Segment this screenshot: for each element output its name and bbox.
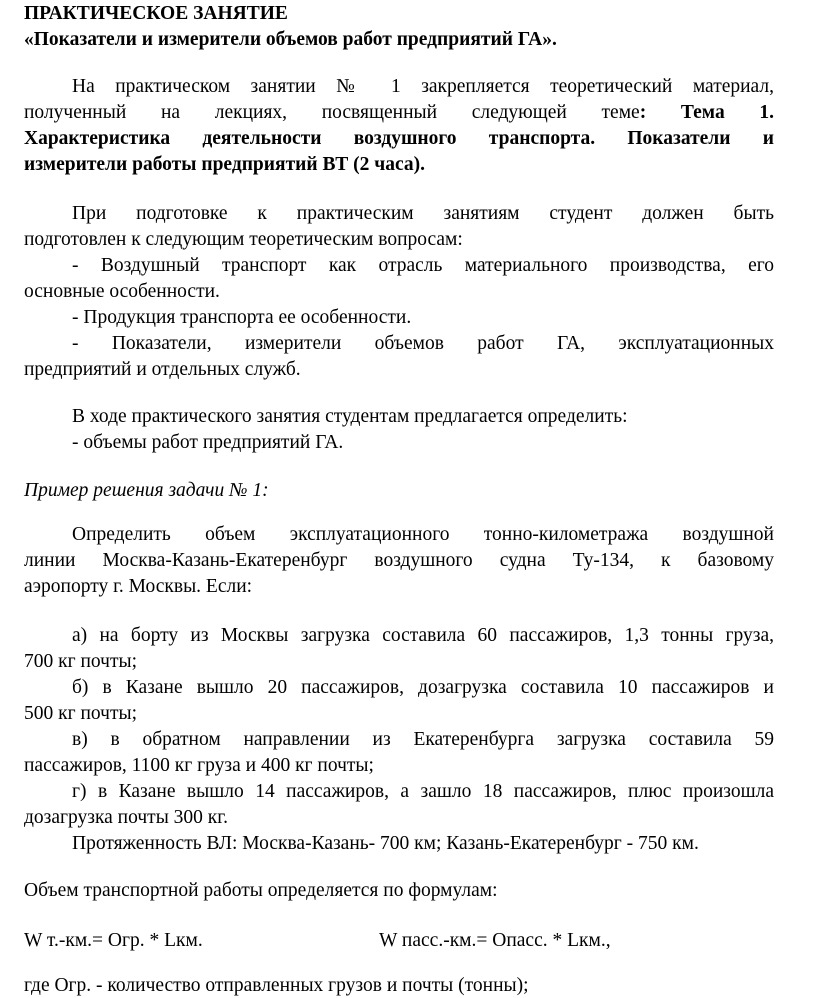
prep-question-1a: - Воздушный транспорт как отрасль материального производства, его [72, 255, 774, 276]
item-a-line-1: а) на борту из Москвы загрузка составила 60 пассажиров, 1,3 тонны груза, [72, 625, 774, 646]
prep-line-2: подготовлен к следующим теоретическим вопросам: [24, 229, 463, 250]
intro-line-4: измерители работы предприятий ВТ (2 часа). [24, 154, 425, 175]
prep-question-2: - Продукция транспорта ее особенности. [72, 307, 412, 328]
prep-question-3a: - Показатели, измерители объемов работ ГА, эксплуатационных [72, 333, 774, 354]
intro-line-2 [24, 101, 774, 125]
formula-tonne-km: W т.-км.= Огр. * Lкм. [24, 930, 203, 951]
prep-question-3b: предприятий и отдельных служб. [24, 359, 301, 380]
prep-question-1b: основные особенности. [24, 281, 220, 302]
formula-passenger-km: W пасс.-км.= Опасс. * Lкм., [379, 930, 611, 951]
doc-subtitle: «Показатели и измерители объемов работ предприятий ГА». [24, 29, 557, 50]
intro-topic-label: : Тема 1. [639, 102, 774, 123]
intro-line-3: Характеристика деятельности воздушного транспорта. Показатели и [24, 128, 774, 149]
item-c-line-2: пассажиров, 1100 кг груза и 400 кг почты; [24, 755, 374, 776]
example-heading: Пример решения задачи № 1: [24, 480, 269, 501]
prep-line-1: При подготовке к практическим занятиям студент должен быть [72, 203, 774, 224]
item-c-line-1: в) в обратном направлении из Екатеренбурга загрузка составила 59 [72, 729, 774, 750]
task-line-2: - объемы работ предприятий ГА. [72, 432, 344, 453]
doc-title: ПРАКТИЧЕСКОЕ ЗАНЯТИЕ [24, 3, 288, 24]
problem-line-1: Определить объем эксплуатационного тонно-километража воздушной [72, 524, 774, 545]
problem-line-3: аэропорту г. Москвы. Если: [24, 576, 253, 597]
intro-line-1: На практическом занятии № 1 закрепляется теоретический материал, [72, 76, 774, 97]
item-d-line-1: г) в Казане вышло 14 пассажиров, а зашло 18 пассажиров, плюс произошла [72, 781, 774, 802]
line-length: Протяженность ВЛ: Москва-Казань- 700 км; Казань-Екатеренбург - 750 км. [72, 833, 699, 854]
problem-line-2: линии Москва-Казань-Екатеренбург воздушного судна Ту-134, к базовому [24, 550, 774, 571]
item-b-line-1: б) в Казане вышло 20 пассажиров, дозагрузка составила 10 пассажиров и [72, 677, 774, 698]
item-a-line-2: 700 кг почты; [24, 651, 138, 672]
item-b-line-2: 500 кг почты; [24, 703, 138, 724]
where-definition: где Огр. - количество отправленных грузов и почты (тонны); [24, 975, 529, 996]
task-line-1: В ходе практического занятия студентам предлагается определить: [72, 406, 628, 427]
formulas-intro: Объем транспортной работы определяется по формулам: [24, 880, 498, 901]
item-d-line-2: дозагрузка почты 300 кг. [24, 807, 228, 828]
intro-line-2-text: полученный на лекциях, посвященный следующей теме [24, 102, 640, 123]
